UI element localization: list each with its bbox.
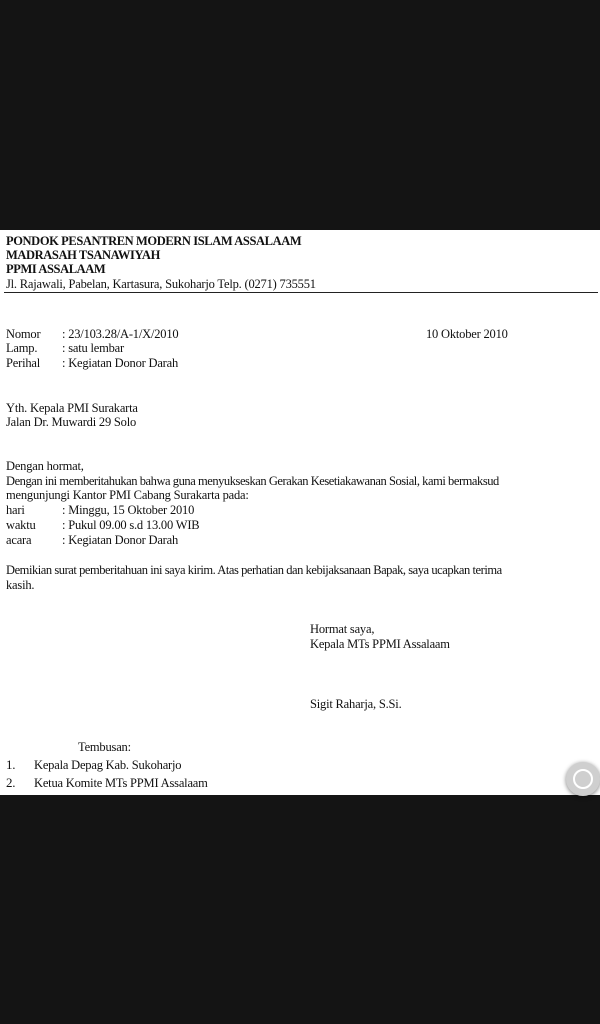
waktu-label: waktu [6, 518, 36, 532]
body-paragraph-line2: mengunjungi Kantor PMI Cabang Surakarta pada: [6, 488, 249, 502]
perihal-label: Perihal [6, 356, 41, 370]
signature-salutation: Hormat saya, [310, 622, 375, 636]
cc-item-2-number: 2. [6, 775, 16, 790]
hari-value: : Minggu, 15 Oktober 2010 [62, 503, 195, 517]
closing-line2: kasih. [6, 578, 35, 592]
hari-label: hari [6, 503, 25, 517]
letterhead-school: PONDOK PESANTREN MODERN ISLAM ASSALAAM [6, 234, 302, 248]
lamp-value: : satu lembar [62, 341, 124, 355]
letter-page [0, 230, 600, 795]
signature-name: Sigit Raharja, S.Si. [310, 697, 402, 711]
recipient-line1: Yth. Kepala PMI Surakarta [6, 401, 138, 415]
acara-label: acara [6, 533, 32, 547]
letterhead-ppmi: PPMI ASSALAAM [6, 262, 106, 276]
letterhead-address: Jl. Rajawali, Pabelan, Kartasura, Sukoharjo Telp. (0271) 735551 [6, 277, 316, 291]
nomor-value: : 23/103.28/A-1/X/2010 [62, 327, 179, 341]
cc-item-1: Kepala Depag Kab. Sukoharjo [34, 758, 182, 772]
waktu-value: : Pukul 09.00 s.d 13.00 WIB [62, 518, 200, 532]
cc-item-1-number: 1. [6, 757, 16, 772]
cc-title: Tembusan: [78, 740, 131, 754]
circle-icon [573, 769, 593, 789]
body-paragraph-line1: Dengan ini memberitahukan bahwa guna menyukseskan Gerakan Kesetiakawanan Sosial, kami bermaksud [6, 474, 499, 488]
lamp-label: Lamp. [6, 341, 38, 355]
perihal-value: : Kegiatan Donor Darah [62, 356, 179, 370]
floating-action-button[interactable] [566, 762, 600, 796]
letterhead-divider [4, 292, 598, 293]
cc-item-2: Ketua Komite MTs PPMI Assalaam [34, 776, 208, 790]
closing-line1: Demikian surat pemberitahuan ini saya kirim. Atas perhatian dan kebijaksanaan Bapak, saya ucapkan terima [6, 563, 502, 577]
nomor-label: Nomor [6, 327, 41, 341]
letterhead-madrasah: MADRASAH TSANAWIYAH [6, 248, 160, 262]
greeting: Dengan hormat, [6, 459, 84, 473]
acara-value: : Kegiatan Donor Darah [62, 533, 179, 547]
signature-position: Kepala MTs PPMI Assalaam [310, 637, 450, 651]
letter-date: 10 Oktober 2010 [426, 327, 508, 341]
recipient-line2: Jalan Dr. Muwardi 29 Solo [6, 415, 137, 429]
